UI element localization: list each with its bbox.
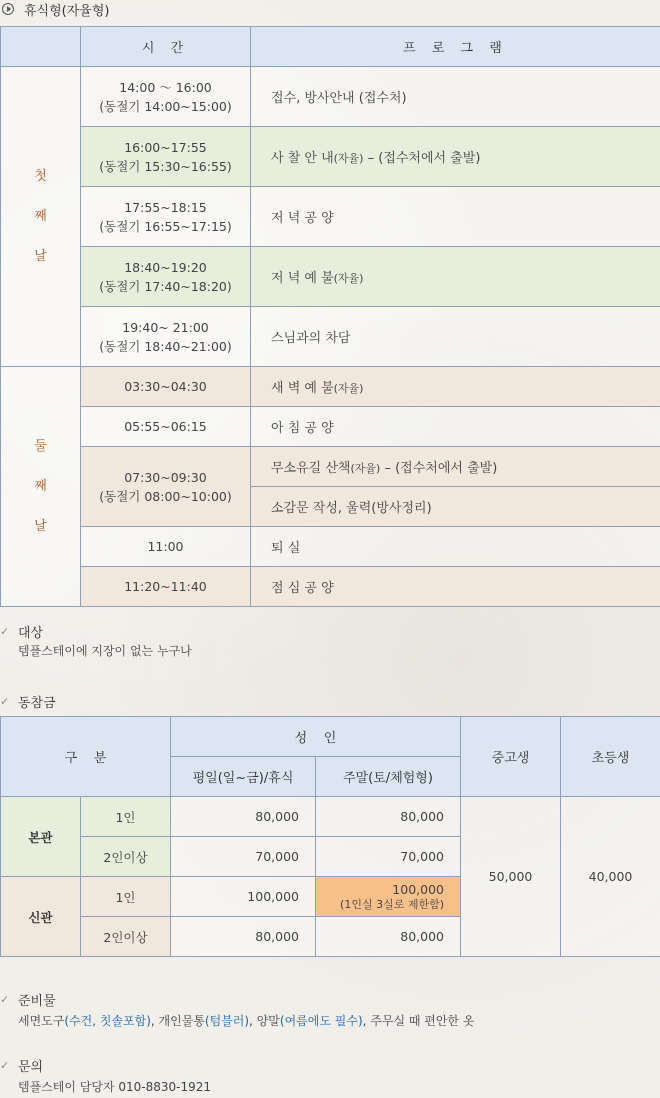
header-empty xyxy=(1,27,81,67)
time-cell: 16:00~17:55 (동절기 15:30~16:55) xyxy=(81,127,251,187)
program-cell: 소감문 작성, 울력(방사정리) xyxy=(251,487,660,527)
price-cell: 100,000 xyxy=(171,877,316,917)
program-cell: 점 심 공 양 xyxy=(251,567,660,607)
supplies-text: 세면도구(수건, 칫솔포함), 개인물통(텀블러), 양말(여름에도 필수), 주무실 때 편안한 옷 xyxy=(18,1014,475,1028)
program-cell: 사 찰 안 내(자율) – (접수처에서 출발) xyxy=(251,127,660,187)
check-icon: ✓ xyxy=(0,694,10,708)
people-cell: 2인이상 xyxy=(81,837,171,877)
header-adult: 성 인 xyxy=(171,717,461,757)
fee-label: ✓ 동참금 xyxy=(0,694,56,711)
people-cell: 1인 xyxy=(81,797,171,837)
header-time: 시 간 xyxy=(81,27,251,67)
price-cell: 70,000 xyxy=(171,837,316,877)
header-program: 프 로 그 램 xyxy=(251,27,660,67)
elementary-price: 40,000 xyxy=(561,797,660,957)
people-cell: 1인 xyxy=(81,877,171,917)
page-title: 휴식형(자율형) xyxy=(24,3,110,19)
time-cell: 03:30~04:30 xyxy=(81,367,251,407)
play-circle-icon xyxy=(2,3,14,15)
time-cell: 14:00 ～ 16:00 (동절기 14:00~15:00) xyxy=(81,67,251,127)
price-cell: 80,000 xyxy=(171,797,316,837)
schedule-table xyxy=(0,26,660,607)
time-cell: 07:30~09:30 (동절기 08:00~10:00) xyxy=(81,447,251,527)
target-label: ✓ 대상 xyxy=(0,624,44,641)
program-cell: 저 녁 예 불(자율) xyxy=(251,247,660,307)
check-icon: ✓ xyxy=(0,992,10,1006)
people-cell: 2인이상 xyxy=(81,917,171,957)
program-cell: 새 벽 예 불(자율) xyxy=(251,367,660,407)
fee-table xyxy=(0,716,660,957)
time-cell: 19:40~ 21:00 (동절기 18:40~21:00) xyxy=(81,307,251,367)
header-category: 구 분 xyxy=(1,717,171,797)
header-middle-high: 중고생 xyxy=(461,717,561,797)
time-cell: 05:55~06:15 xyxy=(81,407,251,447)
program-cell: 접수, 방사안내 (접수처) xyxy=(251,67,660,127)
time-cell: 18:40~19:20 (동절기 17:40~18:20) xyxy=(81,247,251,307)
program-cell: 아 침 공 양 xyxy=(251,407,660,447)
header-weekday: 평일(일~금)/휴식 xyxy=(171,757,316,797)
contact-label: ✓ 문의 xyxy=(0,1058,44,1075)
program-cell: 스님과의 차담 xyxy=(251,307,660,367)
header-elementary: 초등생 xyxy=(561,717,660,797)
check-icon: ✓ xyxy=(0,1058,10,1072)
check-icon: ✓ xyxy=(0,624,10,638)
bongwan-label: 본관 xyxy=(1,797,81,877)
program-cell: 퇴 실 xyxy=(251,527,660,567)
price-cell-highlight: 100,000 (1인실 3실로 제한함) xyxy=(316,877,461,917)
price-cell: 80,000 xyxy=(316,917,461,957)
contact-text: 템플스테이 담당자 010-8830-1921 xyxy=(18,1080,212,1094)
supplies-label: ✓ 준비물 xyxy=(0,992,56,1009)
target-text: 템플스테이에 지장이 없는 누구나 xyxy=(18,644,192,658)
day2-label: 둘 째 날 xyxy=(1,367,81,607)
singwan-label: 신관 xyxy=(1,877,81,957)
header-weekend: 주말(토/체험형) xyxy=(316,757,461,797)
price-cell: 70,000 xyxy=(316,837,461,877)
program-cell: 저 녁 공 양 xyxy=(251,187,660,247)
price-cell: 80,000 xyxy=(316,797,461,837)
price-cell: 80,000 xyxy=(171,917,316,957)
time-cell: 11:20~11:40 xyxy=(81,567,251,607)
section-title xyxy=(0,0,110,18)
day1-label: 첫 째 날 xyxy=(1,67,81,367)
time-cell: 11:00 xyxy=(81,527,251,567)
middle-high-price: 50,000 xyxy=(461,797,561,957)
program-cell: 무소유길 산책(자율) – (접수처에서 출발) xyxy=(251,447,660,487)
time-cell: 17:55~18:15 (동절기 16:55~17:15) xyxy=(81,187,251,247)
